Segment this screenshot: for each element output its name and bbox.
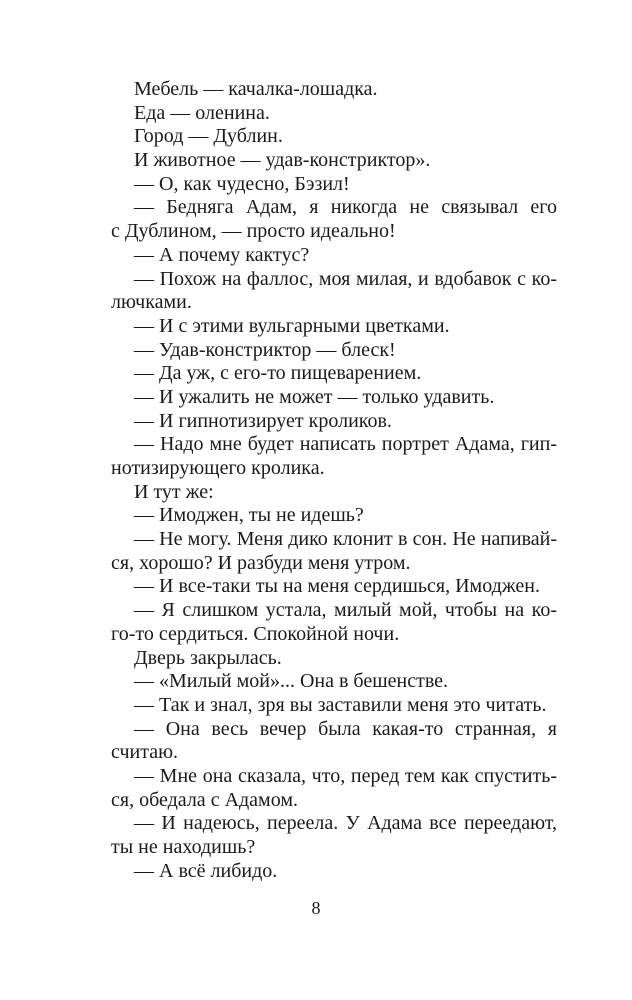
text-line: ся, хорошо? И разбуди меня утром. [111,551,411,574]
text-line: — Надо мне будет написать портрет Адама, гип- [134,433,557,456]
text-line: — Имоджен, ты не идешь? [134,504,364,527]
text-line: ты не находишь? [111,836,256,858]
text-line: Мебель — качалка-лошадка. [134,78,378,100]
text-line: — Я слишком устала, милый мой, чтобы на ко- [134,599,557,622]
text-line: — Удав-констриктор — блеск! [134,338,396,361]
text-line: с Дублином, — просто идеально! [111,220,396,243]
text-line: — И ужалить не может — только удавить. [134,385,495,408]
text-line: — И с этими вульгарными цветками. [134,314,450,337]
page-number: 8 [311,898,321,918]
text-line: — Похож на фаллос, моя милая, и вдобавок с ко- [134,267,557,290]
text-line: — Она весь вечер была какая-то странная, я [134,717,557,740]
body-text [111,78,557,883]
text-line: Еда — оленина. [134,101,270,124]
text-line: лючками. [111,291,192,314]
text-line: нотизирующего кролика. [111,457,325,479]
text-line: — Да уж, с его-то пищеварением. [134,362,422,385]
text-line: И тут же: [134,480,214,503]
text-line: — Мне она сказала, что, перед тем как спустить- [134,764,557,787]
text-line: — А почему кактус? [134,243,310,266]
text-line: — О, как чудесно, Бэзил! [134,172,350,195]
text-line: считаю. [111,741,179,764]
text-line: — И надеюсь, переела. У Адама все переедают, [134,812,557,835]
text-line: И животное — удав-констриктор». [134,149,431,172]
text-line: — «Милый мой»... Она в бешенстве. [134,670,449,693]
text-line: Город — Дублин. [134,125,283,148]
text-line: Дверь закрылась. [134,646,282,669]
text-line: го-то сердиться. Спокойной ночи. [111,622,400,645]
text-line: — Бедняга Адам, я никогда не связывал его [134,196,557,219]
text-line: — А всё либидо. [134,859,278,882]
text-line: — И все-таки ты на меня сердишься, Имоджен. [134,575,540,598]
text-line: ся, обедала с Адамом. [111,788,298,811]
text-line: — И гипнотизирует кроликов. [134,409,392,432]
text-line: — Так и знал, зря вы заставили меня это читать. [134,693,547,716]
text-line: — Не могу. Меня дико клонит в сон. Не напивай- [134,528,557,551]
